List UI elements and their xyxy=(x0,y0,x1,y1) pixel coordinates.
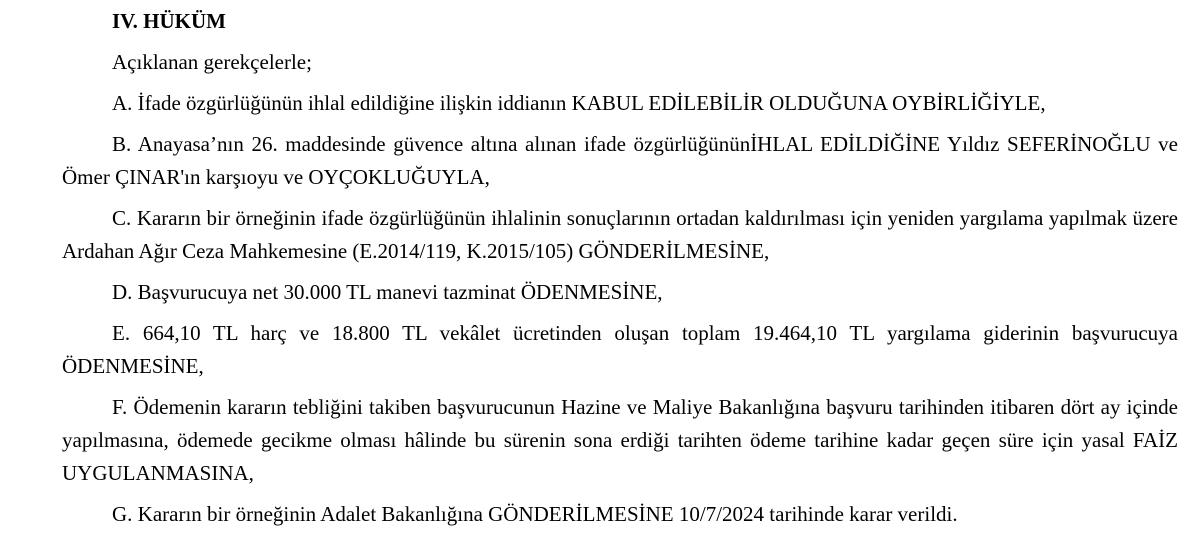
intro-paragraph: Açıklanan gerekçelerle; xyxy=(112,50,312,74)
ruling-item-g: G. Kararın bir örneğinin Adalet Bakanlığına GÖNDERİLMESİNE 10/7/2024 tarihinde karar verildi. xyxy=(112,502,958,526)
ruling-item-d: D. Başvurucuya net 30.000 TL manevi tazminat ÖDENMESİNE, xyxy=(112,280,663,304)
ruling-item-a: A. İfade özgürlüğünün ihlal edildiğine ilişkin iddianın KABUL EDİLEBİLİR OLDUĞUNA OYBİRLİĞİYLE, xyxy=(112,91,1046,115)
ruling-item-b: B. Anayasa’nın 26. maddesinde güvence altına alınan ifade özgürlüğününİHLAL EDİLDİĞİNE Yıldız SEFERİNOĞLU ve Ömer ÇINAR'ın karşıoyu ve OYÇOKLUĞUYLA, xyxy=(62,132,1178,189)
section-heading: IV. HÜKÜM xyxy=(112,9,226,33)
ruling-item-e: E. 664,10 TL harç ve 18.800 TL vekâlet ücretinden oluşan toplam 19.464,10 TL yargılama giderinin başvurucuya ÖDENMESİNE, xyxy=(62,321,1178,378)
ruling-item-f: F. Ödemenin kararın tebliğini takiben başvurucunun Hazine ve Maliye Bakanlığına başvuru tarihinden itibaren dört ay içinde yapılmasına, ödemede gecikme olması hâlinde bu sürenin sona erdiği tarihten ödeme tarihine kadar geçen süre için yasal FAİZ UYGULANMASINA, xyxy=(62,395,1178,485)
ruling-item-c: C. Kararın bir örneğinin ifade özgürlüğünün ihlalinin sonuçlarının ortadan kaldırılması için yeniden yargılama yapılmak üzere Ardahan Ağır Ceza Mahkemesine (E.2014/119, K.2015/105) GÖNDERİLMESİNE, xyxy=(62,206,1178,263)
